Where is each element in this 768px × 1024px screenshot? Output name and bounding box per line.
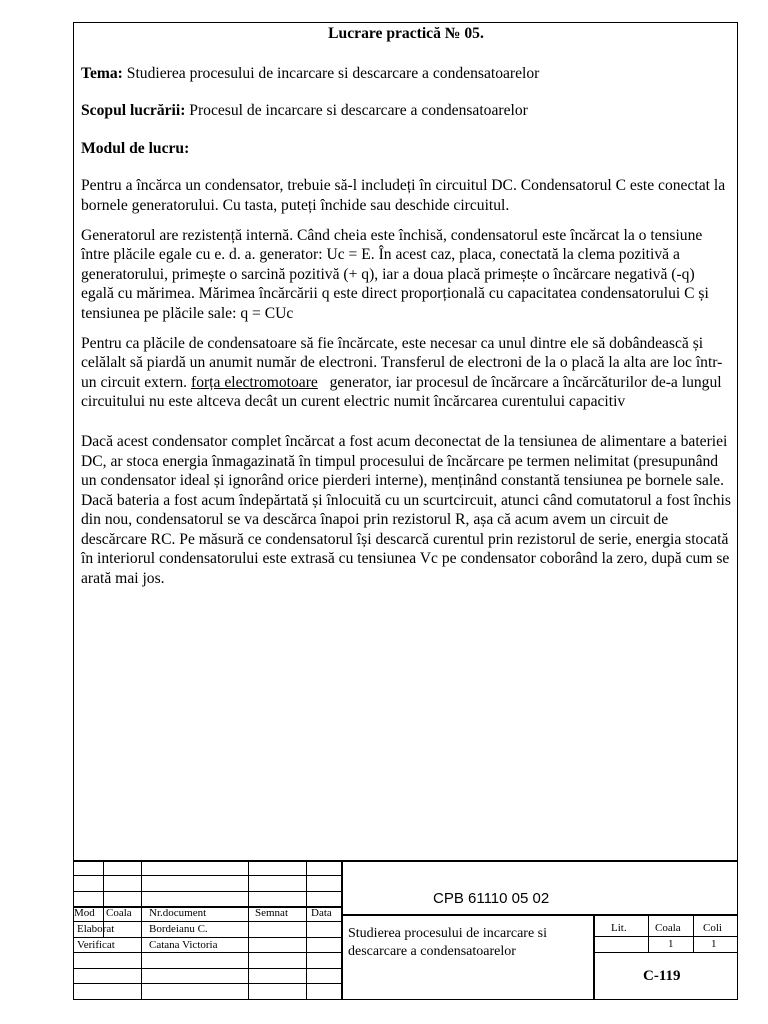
elaborat-label: Elaborat <box>77 923 115 935</box>
stamp-line <box>648 914 649 952</box>
stamp-line <box>73 875 341 876</box>
document-body <box>81 24 731 589</box>
stamp-top-line <box>73 860 738 862</box>
col-semnat: Semnat <box>255 907 288 919</box>
scop-value: Procesul de incarcare si descarcare a condensatoarelor <box>189 102 528 120</box>
paragraph-3-start: Pentru ca plăcile de condensatoare să fie încărcate, este necesar ca unul dintre ele să dobândească și celălalt să piardă un anumit număr de electroni. Transferul de electroni de la o placă la alta are loc într-un circuit extern. <box>81 334 723 391</box>
document-code: CPB 61110 05 02 <box>433 890 550 907</box>
tema-value: Studierea procesului de incarcare si descarcare a condensatoarelor <box>126 64 540 82</box>
scop-line <box>81 101 731 121</box>
tema-label: Tema: <box>81 64 123 82</box>
stamp-line <box>141 860 142 1000</box>
verificat-label: Verificat <box>77 939 115 951</box>
paragraph-2: Generatorul are rezistență internă. Când cheia este închisă, condensatorul este încărcat la o tensiune între plăcile egale cu e. d. a. generator: Uc = E. În acest caz, placa, conectată la clema pozitivă a generatorului, primește o sarcină pozitivă (+ q), iar a doua placă primește o încărcare negativă (-q) egală cu mărimea. Mărimea încărcării q este direct proporțională cu capacitatea condensatorului C și tensiunea pe plăcile sale: q = CUc <box>81 226 709 322</box>
stamp-line <box>73 983 341 984</box>
elaborat-name: Bordeianu C. <box>149 923 208 935</box>
modul-line <box>81 139 731 159</box>
col-nr-document: Nr.document <box>149 907 207 919</box>
verificat-name: Catana Victoria <box>149 939 218 951</box>
stamp-line <box>306 860 307 1000</box>
paragraph-3-end: generator, iar procesul de încărcare a încărcăturilor de-a lungul circuitului nu este altceva decât un curent electric numit încărcarea curentului capacitiv <box>81 373 722 411</box>
stamp-line <box>73 937 341 938</box>
col-data: Data <box>311 907 332 919</box>
paragraph-5: Dacă bateria a fost acum îndepărtată și înlocuită cu un scurtcircuit, atunci când comutatorul a fost închis din nou, condensatorul se va descărca înapoi prin rezistorul R, așa că acum avem un circuit de descărcare RC. Pe măsură ce condensatorul își descarcă curentul prin rezistorul de serie, energia stocată în interiorul condensatorului este extrasă cu tensiunea Vc pe condensator coborând la zero, după cum se arată mai jos. <box>81 491 731 588</box>
lit-label: Lit. <box>611 922 627 934</box>
col-coala: Coala <box>106 907 132 919</box>
coli-value: 1 <box>711 938 717 950</box>
coala-label: Coala <box>655 922 681 934</box>
paragraph-4: Dacă acest condensator complet încărcat a fost acum deconectat de la tensiunea de alimentare a bateriei DC, ar stoca energia înmagazinată în timpul procesului de încărcare pe termen nelimitat (presupunând un condensator ideal și ignorând orice pierderi interne), menținând constantă tensiunea pe bornele sale. <box>81 432 728 490</box>
document-title: Lucrare practică № 05. <box>328 25 484 42</box>
stamp-line <box>73 968 341 969</box>
coala-value: 1 <box>668 938 674 950</box>
scop-label: Scopul lucrării: <box>81 102 186 120</box>
stamp-line <box>341 860 343 1000</box>
stamp-line <box>593 952 738 953</box>
coli-label: Coli <box>703 922 722 934</box>
modul-label: Modul de lucru: <box>81 139 190 157</box>
tema-line <box>81 64 731 84</box>
sheet-code: C-119 <box>643 968 681 984</box>
stamp-line <box>73 952 341 953</box>
paragraph-1: Pentru a încărca un condensator, trebuie să-l includeți în circuitul DC. Condensatorul C este conectat la bornele generatorului. Cu tasta, puteți închide sau deschide circuitul. <box>81 177 726 214</box>
stamp-line <box>248 860 249 1000</box>
stamp-topic: Studierea procesului de incarcare si descarcare a condensatoarelor <box>348 926 548 959</box>
col-mod: Mod <box>74 907 95 919</box>
stamp-line <box>593 914 595 1000</box>
stamp-line <box>73 921 341 922</box>
paragraph-3 <box>81 334 731 412</box>
stamp-line <box>341 914 738 916</box>
stamp-line <box>693 914 694 952</box>
emf-link[interactable]: forța electromotoare <box>191 373 318 391</box>
stamp-line <box>73 891 341 892</box>
stamp-line <box>593 936 738 937</box>
title-block <box>73 860 738 1000</box>
